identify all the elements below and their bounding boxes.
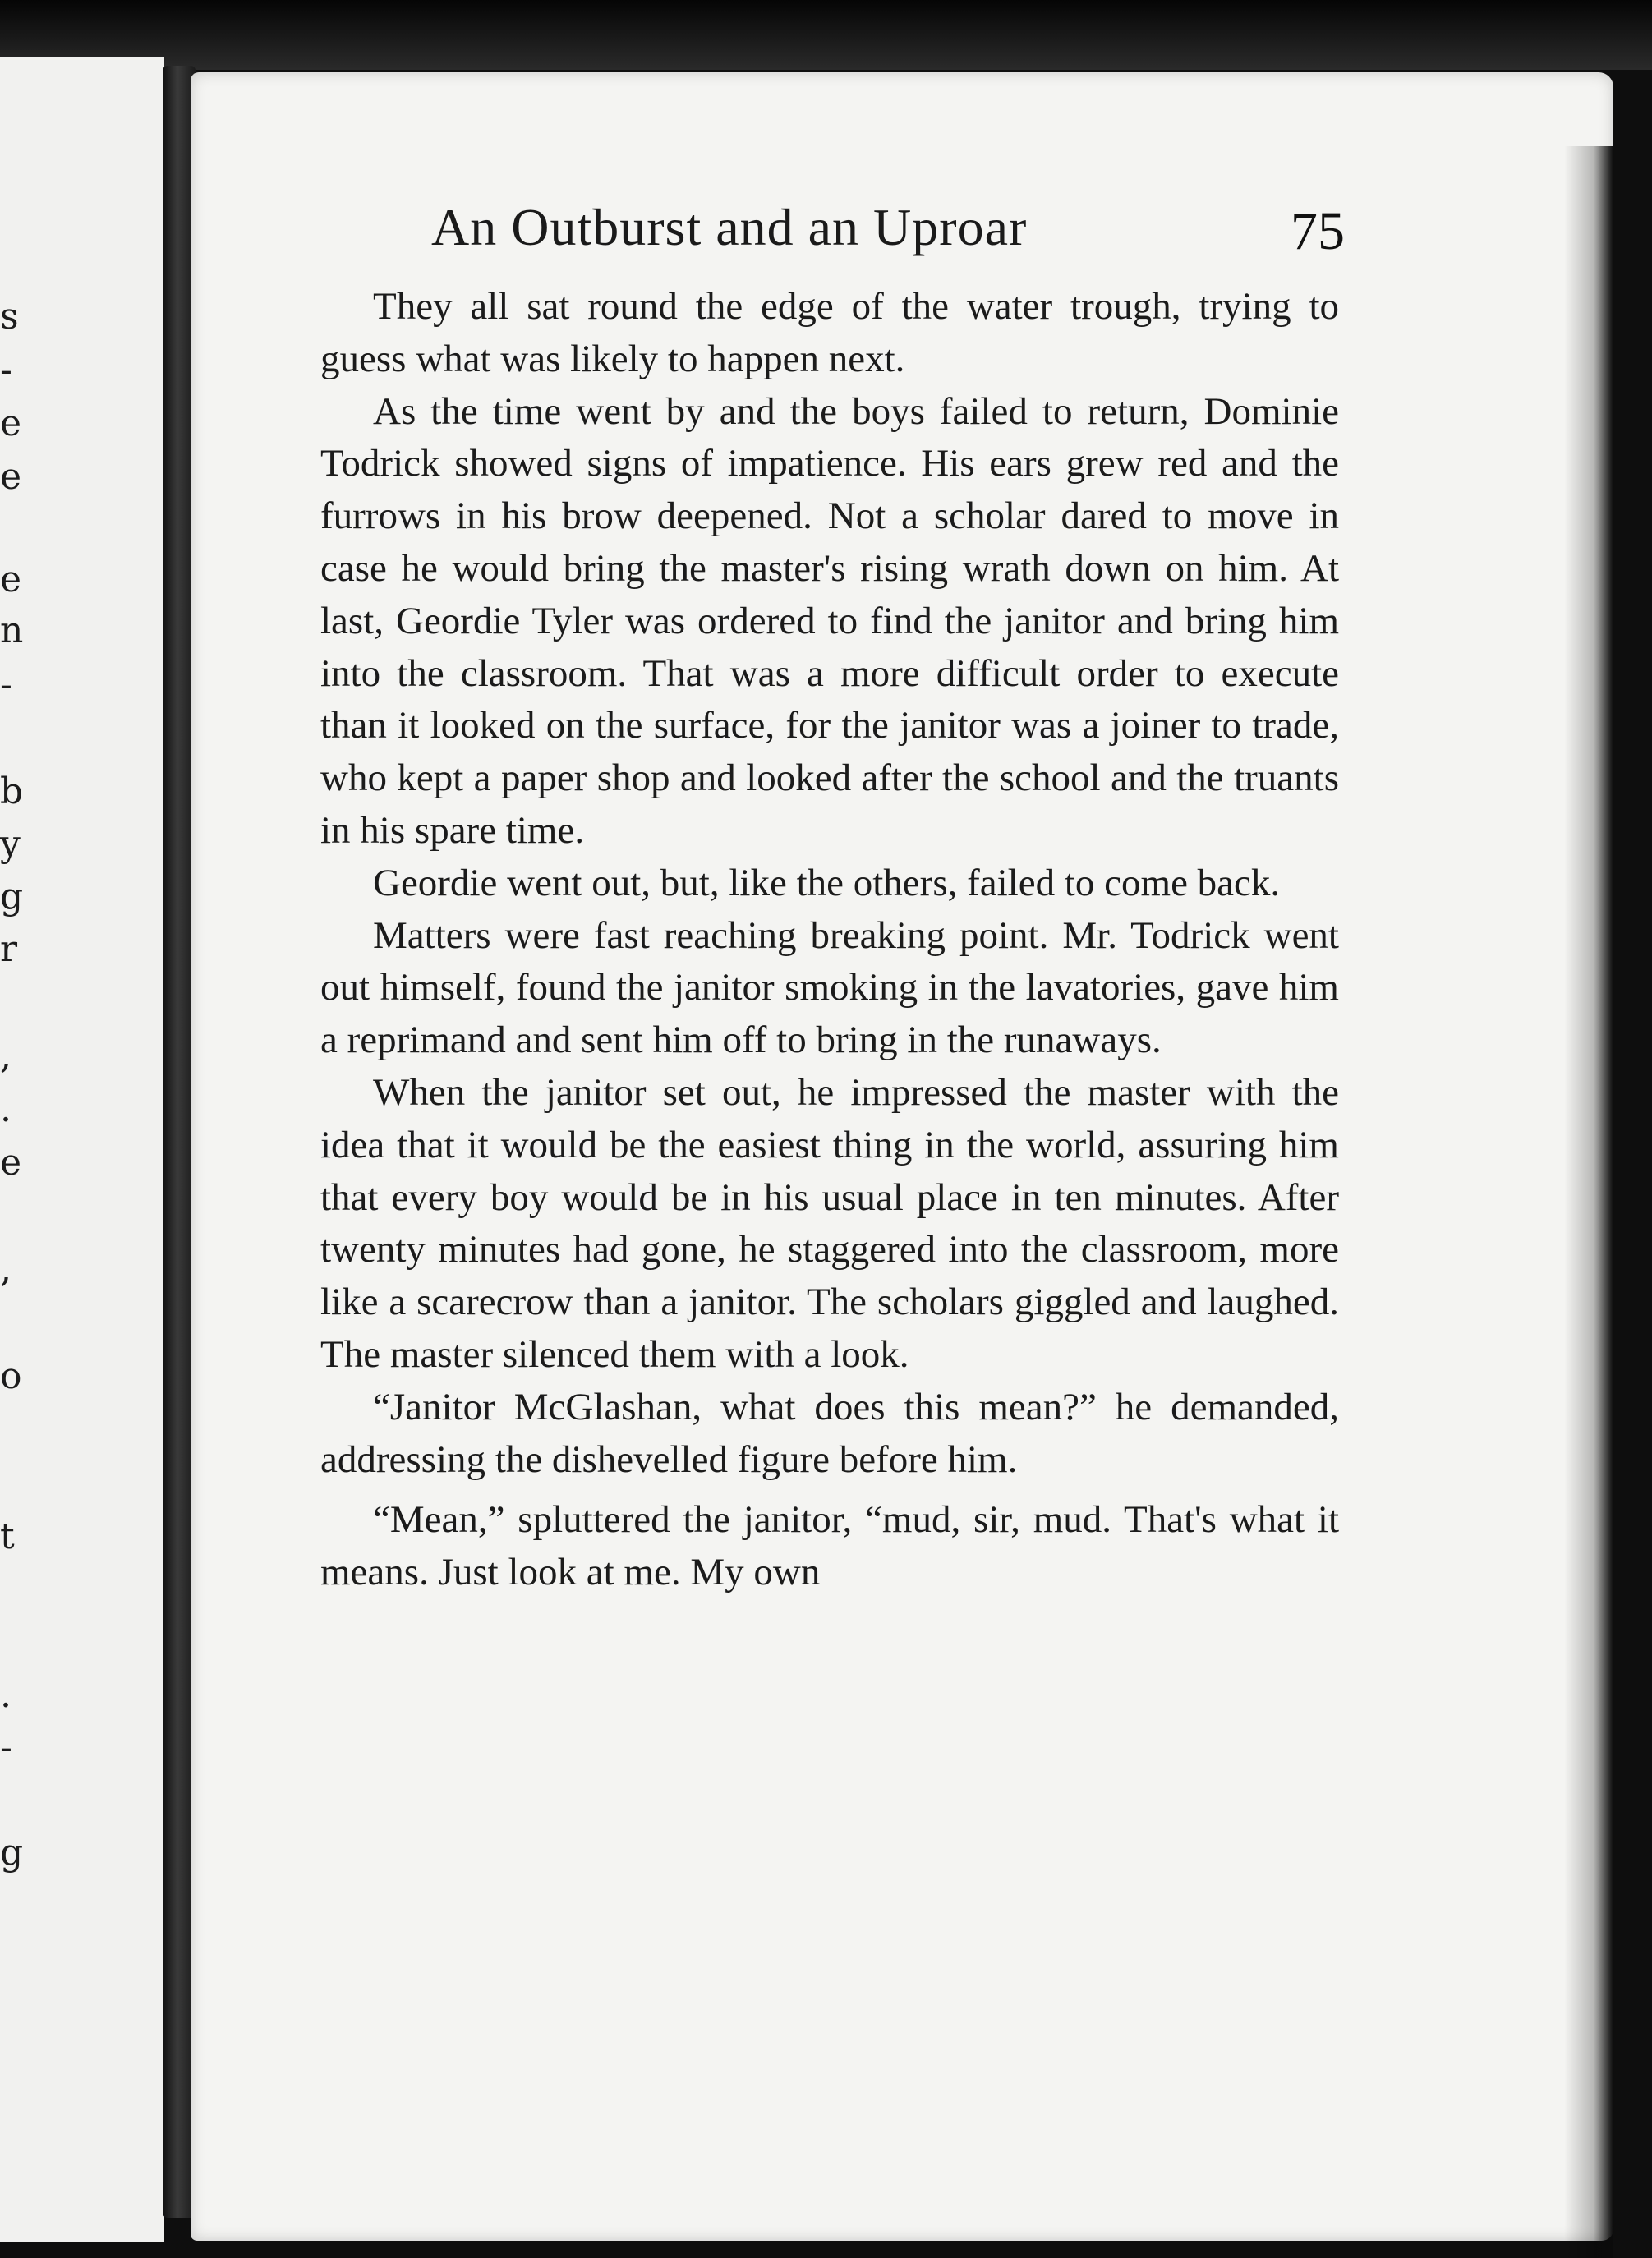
- facing-fragment: .: [0, 1674, 12, 1716]
- facing-fragment: e: [0, 1142, 22, 1184]
- facing-fragment: g: [0, 1832, 24, 1874]
- facing-page: [0, 57, 164, 2242]
- facing-fragment: t: [0, 1515, 15, 1557]
- facing-fragment: b: [0, 770, 24, 812]
- facing-fragment: -: [0, 1727, 12, 1768]
- paragraph: They all sat round the edge of the water trough, trying to guess what was likely to happen next.: [320, 285, 1339, 380]
- facing-fragment: y: [0, 823, 21, 865]
- facing-fragment: g: [0, 876, 24, 917]
- paragraph: “Janitor McGlashan, what does this mean?” he demanded, addressing the dishevelled figure before him.: [320, 1385, 1339, 1481]
- facing-fragment: -: [0, 349, 12, 391]
- facing-fragment: .: [0, 1088, 12, 1130]
- facing-fragment: e: [0, 456, 22, 498]
- paragraph: “Mean,” spluttered the janitor, “mud, sir, mud. That's what it means. Just look at me. My own: [320, 1498, 1339, 1594]
- facing-fragment: n: [0, 609, 24, 651]
- facing-fragment: e: [0, 402, 22, 444]
- paragraph: As the time went by and the boys failed to return, Dominie Todrick showed signs of impatience. His ears grew red and the furrows in his brow deepened. Not a scholar dared to move in case he would bring the master's rising wrath down on him. At last, Geordie Tyler was ordered to find the janitor and bring him into the classroom. That was a more difficult order to execute than it looked on the surface, for the janitor was a joiner to trade, who kept a paper shop and looked after the school and the truants in his spare time.: [320, 389, 1339, 852]
- facing-fragment: e: [0, 559, 22, 600]
- body-text: [320, 281, 1339, 1599]
- paragraph: Geordie went out, but, like the others, failed to come back.: [373, 861, 1281, 904]
- facing-fragment: ,: [0, 1249, 12, 1290]
- paragraph: Matters were fast reaching breaking point. Mr. Todrick went out himself, found the janitor smoking in the lavatories, gave him a reprimand and sent him off to bring in the runaways.: [320, 913, 1339, 1062]
- facing-fragment: o: [0, 1355, 22, 1397]
- page-number: 75: [1291, 201, 1345, 261]
- scan-top-shadow: [0, 0, 1652, 70]
- paragraph: When the janitor set out, he impressed the master with the idea that it would be the easiest thing in the world, assuring him that every boy would be in his usual place in ten minutes. After twenty minutes had gone, he staggered into the classroom, more like a scarecrow than a janitor. The scholars giggled and laughed. The master silenced them with a look.: [320, 1070, 1339, 1376]
- running-head-title: An Outburst and an Uproar: [431, 198, 1028, 256]
- facing-fragment: s: [0, 296, 19, 338]
- facing-fragment: -: [0, 664, 12, 706]
- running-head: [431, 197, 1345, 263]
- facing-fragment: r: [0, 928, 18, 970]
- page-edge-shadow: [1564, 146, 1613, 2258]
- facing-fragment: ,: [0, 1035, 12, 1077]
- facing-page-fragments: [0, 57, 33, 2242]
